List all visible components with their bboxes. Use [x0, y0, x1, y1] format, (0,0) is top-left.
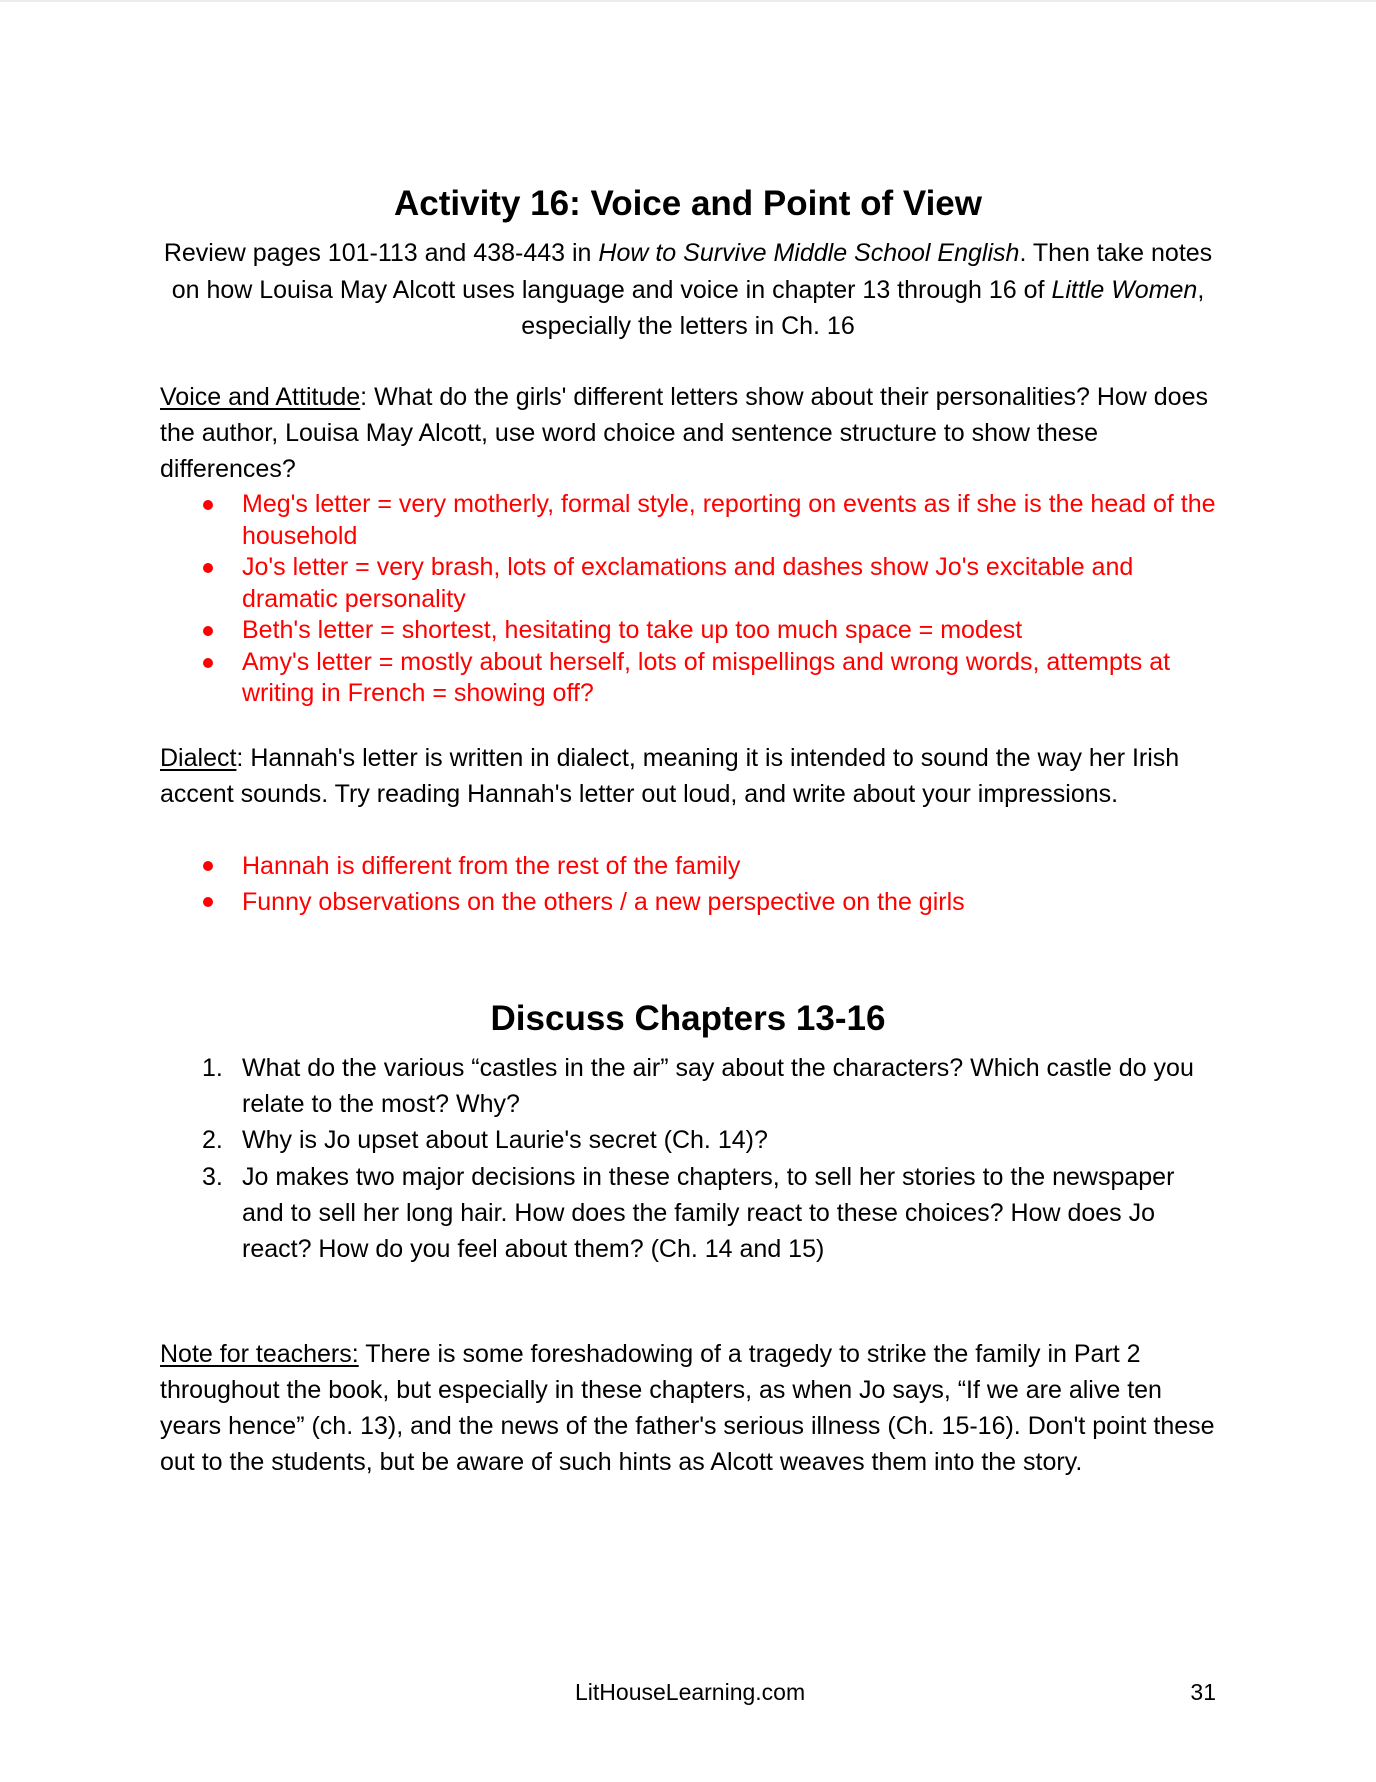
answer-item: Hannah is different from the rest of the family: [160, 848, 1216, 884]
question-item: 3. Jo makes two major decisions in these chapters, to sell her stories to the newspaper and to sell her long hair. How does the family react to these choices? How does Jo react? How do you feel about them? (Ch. 14 and 15): [202, 1162, 1175, 1264]
dialect-prompt: [160, 740, 1216, 812]
voice-attitude-label: Voice and Attitude: [160, 383, 361, 411]
bullet-icon: [203, 563, 213, 573]
bullet-icon: [203, 658, 213, 668]
intro-book-title-1: How to Survive Middle School English: [598, 239, 1020, 267]
answer-item: Beth's letter = shortest, hesitating to take up too much space = modest: [160, 615, 1216, 647]
bullet-icon: [203, 861, 213, 871]
intro-book-title-2: Little Women: [1051, 275, 1198, 304]
dialect-answers: [160, 848, 1216, 920]
bullet-icon: [203, 897, 213, 907]
voice-attitude-answers: [160, 489, 1216, 710]
page-number: 31: [1190, 1679, 1216, 1705]
intro-text-3: , especially the letters in Ch. 16: [521, 275, 1205, 340]
footer-site: LitHouseLearning.com: [575, 1679, 806, 1705]
question-item: 1. What do the various “castles in the air” say about the characters? Which castle do you relate to the most? Why?: [202, 1054, 1194, 1119]
dialect-question: : Hannah's letter is written in dialect, meaning it is intended to sound the way her Irish accent sounds. Try reading Hannah's letter out loud, and write about your impressions.: [160, 744, 1180, 808]
discussion-questions: [160, 1050, 1216, 1267]
voice-attitude-question: : What do the girls' different letters show about their personalities? How does the author, Louisa May Alcott, use word choice and sentence structure to show these differences?: [160, 383, 1208, 483]
activity-title: Activity 16: Voice and Point of View: [393, 184, 982, 223]
bullet-icon: [203, 626, 213, 636]
answer-item: Meg's letter = very motherly, formal style, reporting on events as if she is the head of the household: [160, 489, 1216, 552]
teacher-note: [160, 1336, 1216, 1480]
discuss-title: Discuss Chapters 13-16: [490, 999, 886, 1038]
bullet-icon: [203, 500, 213, 510]
voice-attitude-prompt: [160, 379, 1216, 487]
dialect-label: Dialect: [160, 744, 237, 772]
answer-item: Funny observations on the others / a new perspective on the girls: [160, 884, 1216, 920]
answer-item: Amy's letter = mostly about herself, lots of mispellings and wrong words, attempts at writing in French = showing off?: [160, 647, 1216, 710]
teacher-note-text: There is some foreshadowing of a tragedy to strike the family in Part 2 throughout the book, but especially in these chapters, as when Jo says, “If we are alive ten years hence” (ch. 13), and the news of the father's serious illness (Ch. 15-16). Don't point these out to the students, but be aware of such hints as Alcott weaves them into the story.: [160, 1340, 1215, 1476]
page-top-border: [0, 0, 1376, 2]
teacher-note-label: Note for teachers:: [160, 1340, 359, 1368]
question-item: 2. Why is Jo upset about Laurie's secret (Ch. 14)?: [202, 1126, 768, 1155]
intro-text-2: . Then take notes on how Louisa May Alcott uses language and voice in chapter 13 through 16 of: [171, 239, 1213, 304]
intro-text-1: Review pages 101-113 and 438-443 in: [163, 239, 599, 267]
activity-intro: [160, 235, 1216, 345]
answer-item: Jo's letter = very brash, lots of exclamations and dashes show Jo's excitable and dramatic personality: [160, 552, 1216, 615]
